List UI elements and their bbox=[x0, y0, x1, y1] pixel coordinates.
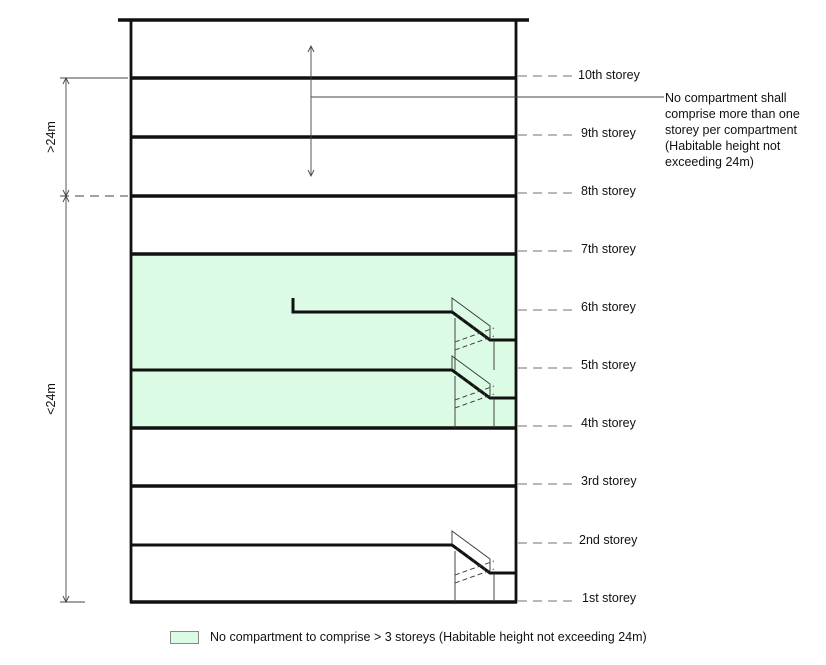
storey-label-5: 5th storey bbox=[581, 358, 636, 372]
storey-label-8: 8th storey bbox=[581, 184, 636, 198]
annotation-line-5: exceeding 24m) bbox=[665, 155, 754, 169]
annotation-line-3: storey per compartment bbox=[665, 123, 797, 137]
storey-label-7: 7th storey bbox=[581, 242, 636, 256]
staircase bbox=[131, 531, 516, 602]
storey-label-1: 1st storey bbox=[582, 591, 637, 605]
compartment-highlight bbox=[131, 255, 516, 428]
storey-label-3: 3rd storey bbox=[581, 474, 637, 488]
legend bbox=[170, 630, 647, 644]
lower-height-label: <24m bbox=[44, 383, 58, 415]
legend-swatch bbox=[170, 631, 199, 644]
storey-label-6: 6th storey bbox=[581, 300, 636, 314]
compartment-arrow bbox=[308, 46, 664, 176]
storey-label-2: 2nd storey bbox=[579, 533, 638, 547]
legend-text: No compartment to comprise > 3 storeys (Habitable height not exceeding 24m) bbox=[210, 630, 647, 644]
compartment-annotation bbox=[665, 91, 800, 169]
annotation-line-1: No compartment shall bbox=[665, 91, 787, 105]
upper-height-label: >24m bbox=[44, 121, 58, 153]
storey-label-10: 10th storey bbox=[578, 68, 640, 82]
annotation-line-2: comprise more than one bbox=[665, 107, 800, 121]
storey-label-9: 9th storey bbox=[581, 126, 636, 140]
storey-labels bbox=[578, 68, 641, 605]
storey-label-4: 4th storey bbox=[581, 416, 636, 430]
annotation-line-4: (Habitable height not bbox=[665, 139, 781, 153]
storey-leader-lines bbox=[518, 76, 574, 601]
height-dimensions bbox=[44, 78, 128, 602]
